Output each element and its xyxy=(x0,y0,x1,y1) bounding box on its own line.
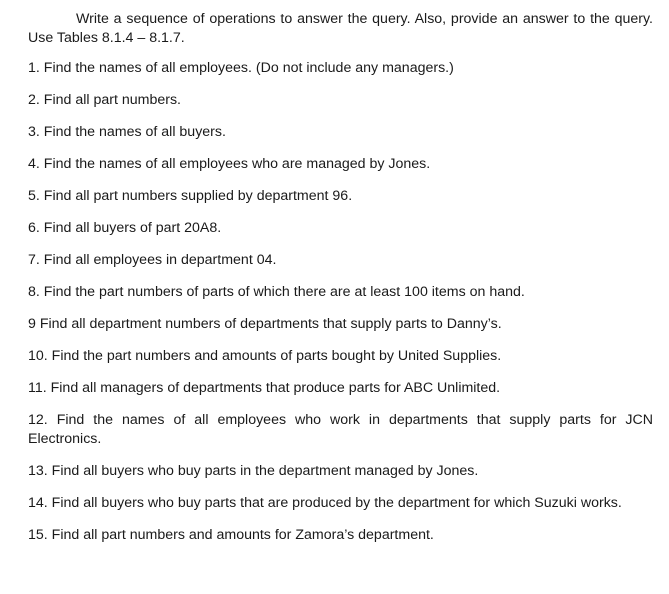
question-13: 13. Find all buyers who buy parts in the department managed by Jones. xyxy=(28,463,479,479)
question-4: 4. Find the names of all employees who are managed by Jones. xyxy=(28,156,431,172)
question-2: 2. Find all part numbers. xyxy=(28,92,181,108)
question-3: 3. Find the names of all buyers. xyxy=(28,124,226,140)
question-1: 1. Find the names of all employees. (Do not include any managers.) xyxy=(28,60,454,76)
question-list xyxy=(28,59,653,545)
question-8: 8. Find the part numbers of parts of which there are at least 100 items on hand. xyxy=(28,284,525,300)
question-14: 14. Find all buyers who buy parts that are produced by the department for which Suzuki works. xyxy=(28,495,622,511)
question-7: 7. Find all employees in department 04. xyxy=(28,252,277,268)
question-10: 10. Find the part numbers and amounts of parts bought by United Supplies. xyxy=(28,348,502,364)
question-11: 11. Find all managers of departments that produce parts for ABC Unlimited. xyxy=(28,380,501,396)
question-6: 6. Find all buyers of part 20A8. xyxy=(28,220,222,236)
question-15: 15. Find all part numbers and amounts for Zamora’s department. xyxy=(28,527,434,543)
instructions-paragraph: Write a sequence of operations to answer the query. Also, provide an answer to the query. Use Tables 8.1.4 – 8.1.7. xyxy=(28,11,653,46)
question-9: 9 Find all department numbers of departments that supply parts to Danny’s. xyxy=(28,316,502,332)
question-5: 5. Find all part numbers supplied by department 96. xyxy=(28,188,353,204)
question-12: 12. Find the names of all employees who work in departments that supply parts for JCN Electronics. xyxy=(28,412,653,447)
